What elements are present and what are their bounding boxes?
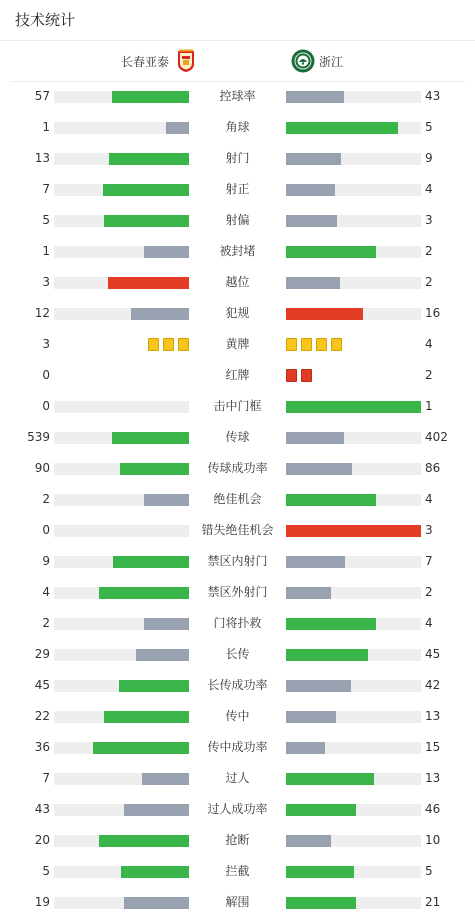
yellow-card-icon — [148, 338, 159, 351]
stat-row — [0, 391, 475, 422]
home-stat-bar-fill — [136, 649, 189, 661]
away-stat-bar-fill — [286, 835, 331, 847]
home-stat-bar-fill — [112, 432, 189, 444]
away-stat-value: 3 — [425, 523, 433, 537]
home-stat-bar — [54, 184, 189, 196]
away-stat-value: 2 — [425, 275, 433, 289]
away-stat-value: 4 — [425, 616, 433, 630]
home-stat-value: 3 — [42, 275, 50, 289]
stat-row — [0, 515, 475, 546]
home-stat-bar-fill — [104, 215, 189, 227]
home-stat-bar-fill — [119, 680, 189, 692]
away-stat-value: 45 — [425, 647, 441, 661]
stat-label: 绝佳机会 — [213, 492, 262, 506]
yellow-card-icon — [178, 338, 189, 351]
yellow-card-icon — [301, 338, 312, 351]
away-stat-value: 5 — [425, 864, 433, 878]
away-stat-bar-fill — [286, 742, 325, 754]
stat-row — [0, 360, 475, 391]
stat-label: 抢断 — [225, 833, 250, 847]
home-stat-value: 36 — [34, 740, 50, 754]
home-stat-bar — [54, 432, 189, 444]
home-stat-bar — [54, 649, 189, 661]
stat-label: 犯规 — [225, 306, 250, 320]
home-stat-value: 43 — [34, 802, 50, 816]
stat-label: 门将扑救 — [213, 616, 262, 630]
home-stat-bar — [54, 494, 189, 506]
away-stat-bar — [286, 525, 421, 537]
home-stat-bar — [54, 153, 189, 165]
home-stat-bar — [54, 587, 189, 599]
away-stat-value: 16 — [425, 306, 441, 320]
stat-row — [0, 763, 475, 794]
away-stat-bar-fill — [286, 556, 345, 568]
away-stat-bar — [286, 432, 421, 444]
home-stat-bar — [54, 277, 189, 289]
away-stat-bar-fill — [286, 680, 351, 692]
home-team-name: 长春亚泰 — [120, 54, 169, 69]
stat-label: 传球成功率 — [207, 461, 268, 475]
away-stat-value: 13 — [425, 771, 441, 785]
away-stat-bar-fill — [286, 246, 376, 258]
home-stat-bar-fill — [144, 246, 189, 258]
home-stat-bar-fill — [120, 463, 189, 475]
home-stat-bar — [54, 742, 189, 754]
home-stat-bar — [54, 122, 189, 134]
away-stat-bar-fill — [286, 897, 356, 909]
away-cards — [286, 369, 312, 382]
red-card-icon — [301, 369, 312, 382]
home-stat-bar — [54, 463, 189, 475]
away-stat-bar — [286, 804, 421, 816]
away-stat-bar-fill — [286, 308, 363, 320]
away-stat-bar-fill — [286, 91, 344, 103]
away-stat-bar — [286, 897, 421, 909]
home-stat-bar — [54, 897, 189, 909]
stat-row — [0, 81, 475, 112]
stat-row — [0, 608, 475, 639]
home-stat-value: 1 — [42, 244, 50, 258]
home-stat-bar — [54, 711, 189, 723]
away-stat-bar-fill — [286, 277, 340, 289]
away-stat-bar — [286, 215, 421, 227]
yellow-card-icon — [163, 338, 174, 351]
stat-label: 射偏 — [225, 213, 250, 227]
away-stat-bar — [286, 866, 421, 878]
yellow-card-icon — [331, 338, 342, 351]
home-stat-bar-fill — [93, 742, 189, 754]
away-stat-value: 13 — [425, 709, 441, 723]
home-stat-bar-fill — [108, 277, 189, 289]
home-stat-value: 2 — [42, 492, 50, 506]
away-stat-bar-fill — [286, 804, 356, 816]
away-stat-bar — [286, 556, 421, 568]
away-stat-bar — [286, 742, 421, 754]
away-stat-bar-fill — [286, 494, 376, 506]
away-stat-bar — [286, 587, 421, 599]
stat-row — [0, 422, 475, 453]
away-stat-value: 42 — [425, 678, 441, 692]
home-stat-bar-fill — [124, 804, 189, 816]
home-stat-bar — [54, 308, 189, 320]
away-stat-bar-fill — [286, 215, 337, 227]
away-stat-value: 2 — [425, 585, 433, 599]
stat-row — [0, 670, 475, 701]
home-stat-bar — [54, 215, 189, 227]
away-stat-bar-fill — [286, 463, 352, 475]
home-stat-value: 90 — [34, 461, 50, 475]
home-stat-bar — [54, 618, 189, 630]
zhejiang-crest-icon — [291, 49, 315, 73]
away-stat-bar-fill — [286, 184, 335, 196]
home-stat-bar-fill — [99, 587, 189, 599]
away-stat-value: 4 — [425, 492, 433, 506]
away-stat-bar-fill — [286, 866, 354, 878]
stat-row — [0, 794, 475, 825]
home-stat-value: 7 — [42, 182, 50, 196]
home-stat-value: 4 — [42, 585, 50, 599]
away-team[interactable] — [291, 41, 343, 81]
stat-row — [0, 577, 475, 608]
home-stat-value: 2 — [42, 616, 50, 630]
away-stat-value: 2 — [425, 368, 433, 382]
away-stat-value: 3 — [425, 213, 433, 227]
away-stat-value: 4 — [425, 182, 433, 196]
away-stat-bar — [286, 401, 421, 413]
home-stat-bar-fill — [142, 773, 189, 785]
home-stat-value: 1 — [42, 120, 50, 134]
away-stat-bar — [286, 773, 421, 785]
stat-row — [0, 546, 475, 577]
home-stat-bar-fill — [104, 711, 189, 723]
stat-label: 黄牌 — [225, 337, 250, 351]
home-team[interactable] — [121, 41, 195, 81]
home-stat-bar — [54, 773, 189, 785]
home-stat-bar-fill — [113, 556, 189, 568]
away-stat-bar — [286, 246, 421, 258]
home-stat-value: 19 — [34, 895, 50, 909]
stat-label: 红牌 — [225, 368, 250, 382]
stat-label: 射正 — [225, 182, 250, 196]
stat-label: 解围 — [225, 895, 250, 909]
home-cards — [148, 338, 189, 351]
home-stat-bar — [54, 246, 189, 258]
home-stat-bar-fill — [109, 153, 189, 165]
home-stat-value: 5 — [42, 213, 50, 227]
home-stat-bar-fill — [166, 122, 189, 134]
home-stat-value: 3 — [42, 337, 50, 351]
stat-label: 传中成功率 — [207, 740, 268, 754]
away-stat-value: 4 — [425, 337, 433, 351]
home-stat-bar — [54, 401, 189, 413]
stat-label: 拦截 — [225, 864, 250, 878]
home-stat-bar — [54, 680, 189, 692]
home-stat-value: 0 — [42, 523, 50, 537]
away-stat-bar — [286, 463, 421, 475]
away-stat-value: 86 — [425, 461, 441, 475]
stat-row — [0, 236, 475, 267]
home-stat-bar-fill — [112, 91, 189, 103]
away-cards — [286, 338, 342, 351]
away-stat-bar-fill — [286, 432, 344, 444]
away-stat-value: 9 — [425, 151, 433, 165]
home-stat-bar-fill — [103, 184, 189, 196]
stat-row — [0, 267, 475, 298]
away-stat-value: 21 — [425, 895, 441, 909]
home-stat-bar — [54, 835, 189, 847]
home-stat-bar-fill — [131, 308, 189, 320]
home-stat-bar-fill — [121, 866, 189, 878]
away-stat-value: 43 — [425, 89, 441, 103]
away-stat-value: 402 — [425, 430, 448, 444]
stat-label: 长传 — [225, 647, 250, 661]
stat-row — [0, 887, 475, 918]
away-stat-bar-fill — [286, 711, 336, 723]
stat-row — [0, 298, 475, 329]
home-stat-value: 57 — [34, 89, 50, 103]
stat-row — [0, 143, 475, 174]
away-stat-bar — [286, 680, 421, 692]
home-stat-bar — [54, 866, 189, 878]
stat-row — [0, 174, 475, 205]
away-stat-bar-fill — [286, 122, 398, 134]
home-stat-bar — [54, 556, 189, 568]
stat-label: 传球 — [225, 430, 250, 444]
stat-label: 传中 — [225, 709, 250, 723]
away-team-name: 浙江 — [319, 54, 344, 69]
away-stat-bar-fill — [286, 525, 421, 537]
stat-row — [0, 732, 475, 763]
away-stat-value: 10 — [425, 833, 441, 847]
away-stat-bar — [286, 91, 421, 103]
away-stat-value: 46 — [425, 802, 441, 816]
away-stat-bar — [286, 835, 421, 847]
home-stat-value: 29 — [34, 647, 50, 661]
changchun-yatai-crest-icon — [177, 49, 195, 73]
page-title: 技术统计 — [0, 0, 475, 41]
away-stat-value: 7 — [425, 554, 433, 568]
stat-label: 禁区外射门 — [207, 585, 268, 599]
home-stat-value: 45 — [34, 678, 50, 692]
yellow-card-icon — [286, 338, 297, 351]
home-stat-bar — [54, 91, 189, 103]
home-stat-value: 13 — [34, 151, 50, 165]
stat-row — [0, 112, 475, 143]
home-stat-value: 12 — [34, 306, 50, 320]
away-stat-bar — [286, 153, 421, 165]
stat-label: 长传成功率 — [207, 678, 268, 692]
stat-label: 越位 — [225, 275, 250, 289]
away-stat-bar — [286, 184, 421, 196]
away-stat-value: 2 — [425, 244, 433, 258]
away-stat-value: 5 — [425, 120, 433, 134]
stat-label: 禁区内射门 — [207, 554, 268, 568]
home-stat-value: 5 — [42, 864, 50, 878]
home-stat-bar-fill — [99, 835, 189, 847]
stat-label: 击中门框 — [213, 399, 262, 413]
home-stat-bar-fill — [124, 897, 189, 909]
away-stat-bar-fill — [286, 153, 341, 165]
stat-label: 过人成功率 — [207, 802, 268, 816]
stat-row — [0, 639, 475, 670]
home-stat-value: 7 — [42, 771, 50, 785]
stat-row — [0, 329, 475, 360]
stat-row — [0, 856, 475, 887]
away-stat-bar-fill — [286, 649, 368, 661]
away-stat-bar — [286, 494, 421, 506]
home-stat-value: 9 — [42, 554, 50, 568]
away-stat-bar — [286, 308, 421, 320]
stat-row — [0, 484, 475, 515]
away-stat-bar — [286, 277, 421, 289]
home-stat-bar-fill — [144, 618, 189, 630]
away-stat-bar-fill — [286, 773, 374, 785]
home-stat-value: 0 — [42, 368, 50, 382]
home-stat-value: 539 — [27, 430, 50, 444]
away-stat-bar-fill — [286, 587, 331, 599]
stat-label: 被封堵 — [219, 244, 256, 258]
home-stat-value: 20 — [34, 833, 50, 847]
away-stat-value: 15 — [425, 740, 441, 754]
team-header — [10, 41, 465, 82]
away-stat-value: 1 — [425, 399, 433, 413]
away-stat-bar — [286, 649, 421, 661]
home-stat-value: 0 — [42, 399, 50, 413]
home-stat-bar — [54, 525, 189, 537]
stat-row — [0, 205, 475, 236]
away-stat-bar — [286, 711, 421, 723]
away-stat-bar — [286, 122, 421, 134]
away-stat-bar — [286, 618, 421, 630]
home-stat-bar — [54, 804, 189, 816]
stat-label: 射门 — [225, 151, 250, 165]
stat-label: 控球率 — [219, 89, 256, 103]
away-stat-bar-fill — [286, 618, 376, 630]
away-stat-bar-fill — [286, 401, 421, 413]
stat-label: 错失绝佳机会 — [201, 523, 274, 537]
stat-row — [0, 453, 475, 484]
yellow-card-icon — [316, 338, 327, 351]
red-card-icon — [286, 369, 297, 382]
stat-label: 角球 — [225, 120, 250, 134]
home-stat-value: 22 — [34, 709, 50, 723]
stat-label: 过人 — [225, 771, 250, 785]
stat-row — [0, 825, 475, 856]
stat-row — [0, 701, 475, 732]
home-stat-bar-fill — [144, 494, 189, 506]
